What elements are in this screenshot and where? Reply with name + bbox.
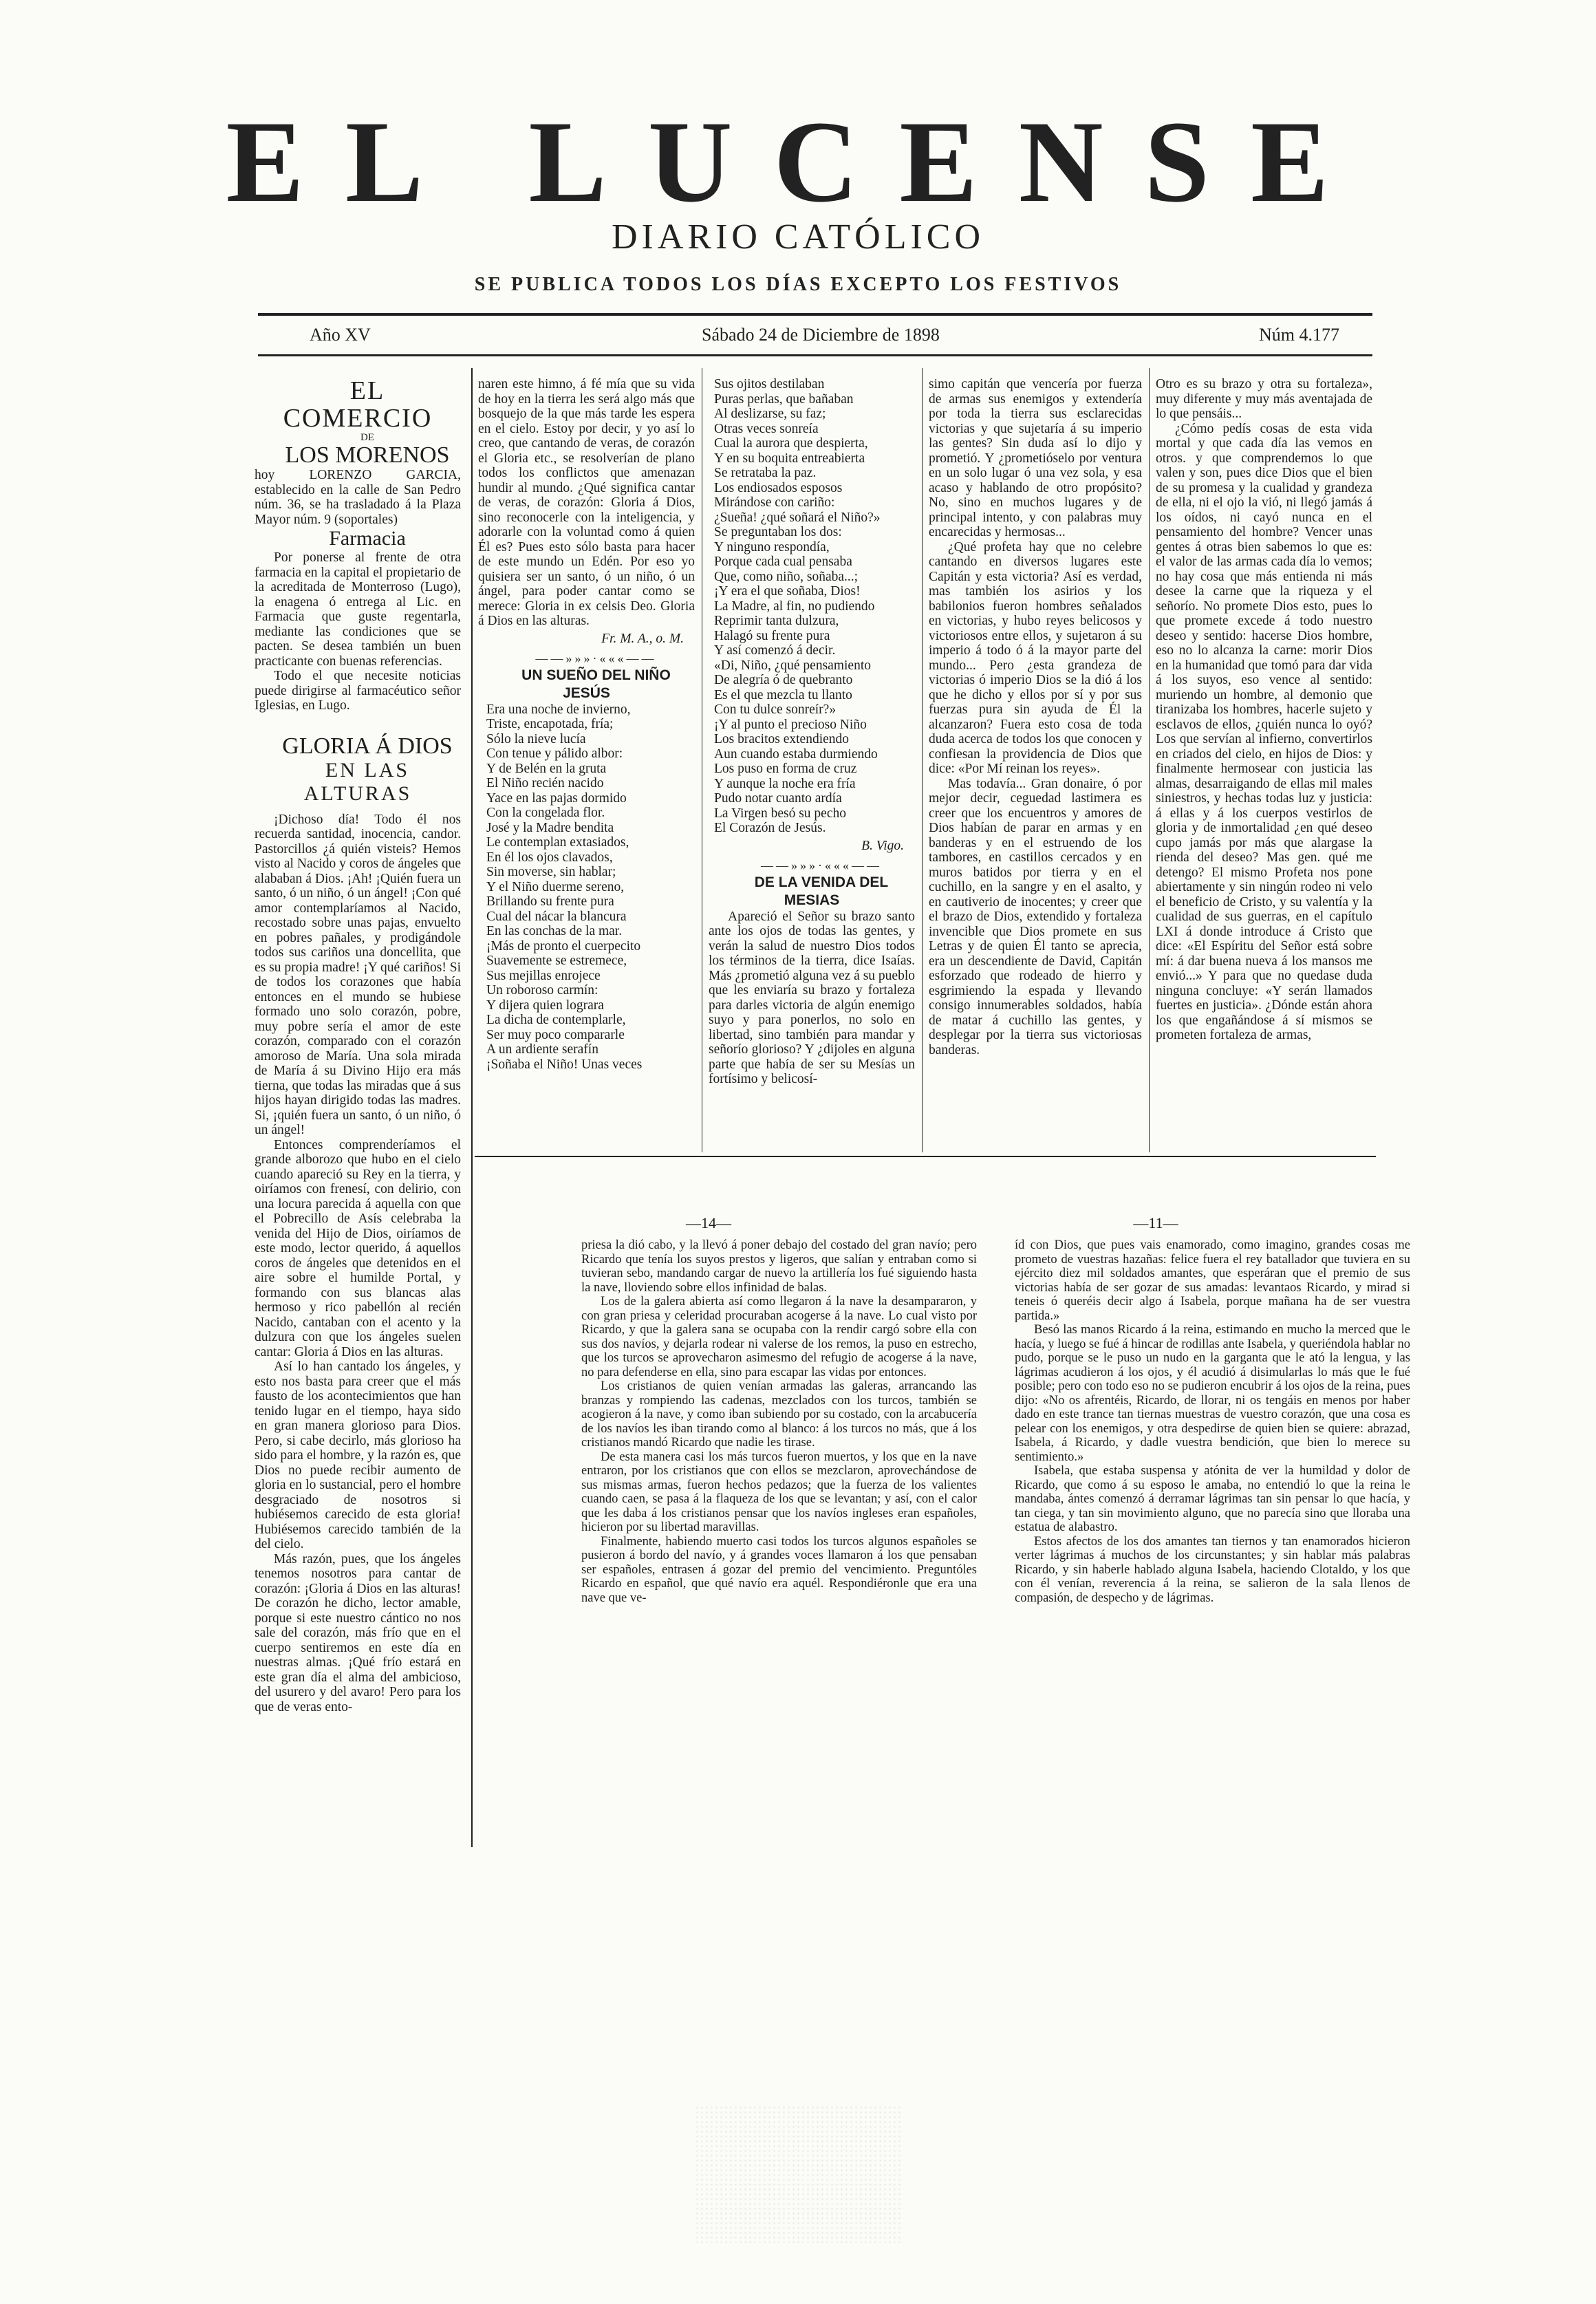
column-1 — [255, 377, 461, 1849]
poem-title: UN SUEÑO DEL NIÑO JESÚS — [521, 667, 671, 701]
article-paragraph: ¿Cómo pedís cosas de esta vida mortal y que cada día las vemos en otros. y que comprendemos lo que valen y son, pues dice Dios que el bien de su promesa y la cualidad y grandeza de ella, ni el ojo la vió, ni llegó jamás á los oídos, ni cayó nunca en el pensamiento del hombre? Vencer unas gentes á otras bien sabemos lo que es: el valor de las armas cada día lo vemos; no hay cosa que más entienda ni más desee la carne que la riqueza y el señorío. No promete Dios esto, pues lo que promete excede á todo nuestro deseo y sentido: hacerse Dios hombre, eso no lo alcanza la carne: morir Dios en la humanidad que tomó para dar vida á los suyos, eso vence al sentido: muriendo un hombre, al demonio que tiranizaba los hombres, hacerle sujeto y esclavos de ellos, ¿quién nunca lo oyó? Los que servían al infierno, convertirlos en criados del cielo, en hijos de Dios: y finalmente hermosear con justicia las almas, desarraigando de ellas mil males siniestros, y hechas todas luz y justicia: á ellas y á los cuerpos vestirlos de gloria y de inmortalidad ¿en qué deseo cupo jamás por más que alargase la rienda del deseo? Mas gen. qué me detengo? El mismo Profeta nos pone abiertamente y sin ningún rodeo ni velo el beneficio de Cristo, y su valentía y la cualidad de sus guerras, en el capítulo LXI á donde introduce á Cristo que dice: «El Espíritu del Señor está sobre mí: á dar buena nueva á los mansos me envió...» Y para que no quedase duda ninguna concluye: «Y serán llamados fuertes en justicia». ¿Dónde están ahora los que engañándose á sí mismos se prometen fortaleza de armas, — [1156, 421, 1372, 1042]
column-3 — [709, 377, 915, 1151]
issue-date: Sábado 24 de Diciembre de 1898 — [702, 325, 940, 345]
section-rule — [475, 1156, 1376, 1157]
gloria-subheading: EN LAS ALTURAS — [303, 758, 412, 805]
column-4 — [929, 377, 1142, 1151]
farmacia-heading: Farmacia — [329, 527, 406, 550]
page-number-14: —14— — [686, 1214, 731, 1231]
scan-artifact — [695, 2105, 901, 2243]
serial-page-14 — [581, 1238, 977, 1823]
signature: Fr. M. A., o. M. — [601, 631, 684, 646]
gloria-heading: GLORIA Á DIOS — [282, 733, 453, 759]
gloria-paragraph: Más razón, pues, que los ángeles tenemos nosotros para cantar de corazón: ¡Gloria á Dios en las alturas! De corazón he dicho, lector amable, porque si este nuestro cántico no nos sale del corazón, más frío que en el cuerpo sentiremos en este día en nuestras almas. ¡Qué frío estará en este gran día el alma del ambicioso, del usurero y del avaro! Pero para los que de veras ento- — [255, 1551, 461, 1714]
article-title: DE LA VENIDA DEL MESIAS — [754, 874, 889, 908]
masthead-tagline: SE PUBLICA TODOS LOS DÍAS EXCEPTO LOS FESTIVOS — [474, 274, 1122, 295]
article-paragraph: Apareció el Señor su brazo santo ante los ojos de todas las gentes, y verán la salud de nuestro Dios todos los términos de la tierra, dice Isaías. Más ¿prometió alguna vez á su pueblo que les enviaría su brazo y fortaleza para darles victoria de algún enemigo suyo y para ponerlos, no solo en libertad, sino también para mandar y señorío glorioso? Y ¿dijoles en alguna parte que había de ser su Mesías un fortísimo y belicosí- — [709, 909, 915, 1086]
serial-page-11 — [1015, 1238, 1410, 1823]
article-paragraph: Otro es su brazo y otra su fortaleza», muy diferente y muy más aventajada de lo que pensáis... — [1156, 377, 1372, 421]
serial-paragraph: Isabela, que estaba suspensa y atónita de ver la humildad y dolor de Ricardo, que como á su esposo le amaba, no entendió lo que la reina le mandaba, ántes comenzó á derramar lágrimas tan sin pensar lo que hacía, y tan ciega, y tan sin movimiento alguno, que no parecía sino que lloraba una estatua de alabastro. — [1015, 1464, 1410, 1534]
serial-paragraph: Estos afectos de los dos amantes tan tiernos y tan enamorados hicieron verter lágrimas á muchos de los circunstantes; y sin hablar más palabras Ricardo, y sin haberle hablado alguna Isabela, haciendo Clotaldo, y los que con él venían, reverencia á la reina, se salieron de la sala llenos de compasión, de despecho y de lágrimas. — [1015, 1534, 1410, 1605]
masthead-subtitle: DIARIO CATÓLICO — [611, 217, 985, 257]
column-5 — [1156, 377, 1372, 1151]
poem-text: Era una noche de invierno, Triste, encapotada, fría; Sólo la nieve lucía Con tenue y pálido albor: Y de Belén en la gruta El Niño recién nacido Yace en las pajas dormido Con la congelada flor. José y la Madre bendita Le contemplan extasiados, En él los ojos clavados, Sin moverse, sin hablar; Y el Niño duerme sereno, Brillando su frente pura Cual del nácar la blancura En las conchas de la mar. ¡Más de pronto el cuerpecito Suavemente se estremece, Sus mejillas enrojece Un roboroso carmín: Y dijera quien lograra La dicha de contemplarle, Ser muy poco compararle A un ardiente serafín ¡Soñaba el Niño! Unas veces — [486, 702, 643, 1072]
info-rule — [258, 354, 1372, 356]
gloria-paragraph: Así lo han cantado los ángeles, y esto nos basta para creer que el más fausto de los acontecimientos que han tenido lugar en el tiempo, haya sido en gran manera glorioso para Dios. Pero, si cabe decirlo, más glorioso ha sido para el hombre, y la razón es, que Dios no puede recibir aumento de gloria en lo sustancial, pero el hombre desgraciado de nosotros si hubiésemos carecido de esta gloria! Hubiésemos carecido también de la del cielo. — [255, 1359, 461, 1551]
ad-title-second: LOS MORENOS — [285, 442, 450, 468]
ad-text: hoy LORENZO GARCIA, establecido en la calle de San Pedro núm. 36, se ha trasladado á la Plaza Mayor núm. 9 (soportales) — [255, 468, 461, 527]
farmacia-paragraph: Por ponerse al frente de otra farmacia en la capital el propietario de la acreditada de Monterroso (Lugo), la enagena ó entrega al Lic. en Farmacia que guste regentarla, mediante las condiciones que se pacten. Se desea también un buen practicante con buenas referencias. — [255, 550, 461, 669]
article-paragraph: simo capitán que vencería por fuerza de armas sus enemigos y extendería por toda la tierra sus esclarecidas victorias y que sujetaría á su imperio las gentes? Sin duda así lo dijo y prometió. Y ¿prometióselo por ventura en un solo lugar ó una vez sola, y esa acaso y hablando de otro propósito? No, sino en muchos lugares y de principal intento, y con palabras muy encarecidas y hermosas... — [929, 377, 1142, 539]
page-number-11: —11— — [1133, 1214, 1178, 1231]
column-2 — [478, 377, 695, 1151]
serial-paragraph: priesa la dió cabo, y la llevó á poner debajo del costado del gran navío; pero Ricardo que tenía los suyos prestos y ligeros, que salían y entraban como si tuvieran sebo, mandando cargar de nuevo la artillería los fué siguiendo hasta la nave, lloviendo sobre ellos infinidad de balas. — [581, 1238, 977, 1295]
gloria-continuation: naren este himno, á fé mía que su vida de hoy en la tierra les será algo más que bosquejo de la que más tarde les espera en el cielo. Estoy por decir, y yo así lo creo, que cantando de veras, de corazón el Gloria etc., se resolverían de plano todos los conflictos que amenazan hundir al mundo. ¿Qué significa cantar de veras, de corazón: Gloria á Dios, sino reconocerle con la inteligencia, y adorarle con la voluntad como á quien Él es? Pues esto sólo basta para hacer de este mundo un Edén. Por eso yo quisiera ser un santo, ó un niño, ó un ángel, para poder cantar como se merece: Gloria in ex celsis Deo. Gloria á Dios en las alturas. — [478, 377, 695, 628]
serial-paragraph: Besó las manos Ricardo á la reina, estimando en mucho la merced que le hacía, y luego se fué á hincar de rodillas ante Isabela, y queriéndola hablar no pudo, porque se le puso un nudo en la garganta que le ató la lengua, y las lágrimas acudieron á los ojos, y él acudió á disimularlas lo más que le fué posible; pero con todo eso no se pudieron encubrir á los ojos de la reina, pues dijo: «No os afrentéis, Ricardo, de llorar, ni os tengáis en menos por haber dado en este trance tan tiernas muestras de vuestro corazón, que una cosa es pelear con los enemigos, y otra despedirse de quien bien se quiere: abrazad, Isabela, á Ricardo, y dadle vuestra bendición, que bien lo merece su sentimiento.» — [1015, 1323, 1410, 1464]
ad-title: EL COMERCIO — [283, 377, 433, 433]
serial-paragraph: Los de la galera abierta así como llegaron á la nave la desampararon, y con gran priesa y celeridad procuraban acogerse á la nave. Lo cual visto por Ricardo, y que la galera sana se ocupaba con la rendir cargó sobre ella con sus dos navíos, y dejarla rodear ni valerse de los remos, la puso en estrecho, que los turcos se aprovecharon asimesmo del refugio de acogerse á la nave, no para defenderse en ella, sino para escapar las vidas por entonces. — [581, 1295, 977, 1379]
ornament-divider: ——»»»·«««—— — [761, 859, 882, 872]
poem-text: Sus ojitos destilaban Puras perlas, que bañaban Al deslizarse, su faz; Otras veces sonreía Cual la aurora que despierta, Y en su boquita entreabierta Se retrataba la paz. Los endiosados esposos Mirándose con cariño: ¿Sueña! ¿qué soñará el Niño?» Se preguntaban los dos: Y ninguno respondía, Porque cada cual pensaba Que, como niño, soñaba...; ¡Y era el que soñaba, Dios! La Madre, al fin, no pudiendo Reprimir tanta dulzura, Halagó su frente pura Y así comenzó á decir. «Di, Niño, ¿qué pensamiento De alegría ó de quebranto Es el que mezcla tu llanto Con tu dulce sonreír?» ¡Y al punto el precioso Niño Los bracitos extendiendo Aun cuando estaba durmiendo Los puso en forma de cruz Y aunque la noche era fría Pudo notar cuanto ardía La Virgen besó su pecho El Corazón de Jesús. — [714, 377, 881, 835]
column-divider — [471, 368, 473, 1847]
ad-title-de: DE — [360, 432, 374, 443]
ornament-divider: ——»»»·«««—— — [535, 652, 657, 665]
column-divider — [922, 368, 923, 1152]
top-rule — [258, 313, 1372, 316]
column-divider — [1149, 368, 1150, 1152]
masthead-title: EL LUCENSE — [226, 97, 1370, 226]
issue-number: Núm 4.177 — [1259, 325, 1339, 345]
poem-signature: B. Vigo. — [861, 838, 904, 853]
gloria-paragraph: Entonces comprenderíamos el grande alborozo que hubo en el cielo cuando apareció su Rey en la tierra, y oiríamos con frenesí, con delirio, con una locura parecida á aquella con que el Pobrecillo de Asís celebraba la venida del Hijo de Dios, oiríamos de este modo, lector querido, á aquellos coros de ángeles que detenidos en el aire sobre el humilde Portal, y formando con sus blancas alas hermoso y rico pabellón al recién Nacido, cantaban con el acento y la dulzura con que los ángeles suelen cantar: Gloria á Dios en las alturas. — [255, 1137, 461, 1359]
article-paragraph: ¿Qué profeta hay que no celebre cantando en diversos lugares este Capitán y esta victoria? Así es verdad, mas también los asirios y los babilonios fueron hombres señalados en victorias, y hubo reyes belicosos y victoriosos entre ellos, y sujetaron á su imperio á todo ó á la mayor parte del mundo... Pero ¿esta grandeza de victorias ó imperio Dios se la dió á los que he dicho y ellos por sí y por sus fuerzas pura sin ayuda de Él la alcanzaron? Fuera esto cosa de toda duda acerca de todos los que conocen y confiesan la providencia de Dios que dice: «Por Mí reinan los reyes». — [929, 539, 1142, 776]
serial-paragraph: De esta manera casi los más turcos fueron muertos, y los que en la nave entraron, por los cristianos que con ellos se mezclaron, aprovechándose de sus mismas armas, fueron hechos pedazos; que la fuerza de los valientes cuando caen, se pasa á la flaqueza de los que se levantan; y así, con el calor que les daba á los cristianos pensar que los navíos ingleses eran españoles, hicieron por su libertad maravillas. — [581, 1450, 977, 1534]
serial-paragraph: íd con Dios, que pues vais enamorado, como imagino, grandes cosas me prometo de vuestras hazañas: felice fuera el rey batallador que tuviera en su ejército diez mil soldados amantes, que esperáran que el premio de sus victorias había de ser gozar de sus amadas: levantaos Ricardo, y mirad si teneis ó queréis decir algo á Isabela, porque mañana ha de ser vuestra partida.» — [1015, 1238, 1410, 1323]
serial-paragraph: Finalmente, habiendo muerto casi todos los turcos algunos españoles se pusieron á bordo del navío, y á grandes voces llamaron á los que pensaban ser españoles, entrasen á gozar del premio del vencimiento. Preguntóles Ricardo en español, que qué navío era aquél. Respondiéronle que era una nave que ve- — [581, 1534, 977, 1605]
farmacia-paragraph: Todo el que necesite noticias puede dirigirse al farmacéutico señor Iglesias, en Lugo. — [255, 669, 461, 713]
gloria-paragraph: ¡Dichoso día! Todo él nos recuerda santidad, inocencia, candor. Pastorcillos ¿á quién visteis? Hemos visto al Nacido y coros de ángeles que alababan á Dios. ¡Ah! ¡Quién fuera un santo, ó un niño, ó un ángel! ¡Con qué amor contemplaríamos al Nacido, recostado sobre unas pajas, envuelto en pobres pañales, y prodigándole todos sus cariños una doncellita, que es su propia madre! ¡Y qué cariños! Si de todos los corazones que había entonces en el mundo se hubiese formado uno solo corazón, pobre, muy pobre sería el amor de este corazón, comparado con el corazón amoroso de María. Una sola mirada de María á su Divino Hijo era más tierna, que todas las miradas que á sus hijos hayan dirigido todas las madres. Si, ¡quién fuera un santo, ó un niño, ó un ángel! — [255, 812, 461, 1137]
serial-paragraph: Los cristianos de quien venían armadas las galeras, arrancando las branzas y rompiendo las cadenas, mezclados con los turcos, también se acogieron á la nave, y como iban subiendo por su costado, con la arcabucería de los navíos les iban tirando como al blanco: á los turcos no más, que á los cristianos mandó Ricardo que nadie les tirase. — [581, 1379, 977, 1450]
article-paragraph: Mas todavía... Gran donaire, ó por mejor decir, ceguedad lastimera es creer que los encuentros y amores de Dios habían de parar en armas y en banderas y en el estruendo de los tambores, en castillos cercados y en muros batidos por tierra y en el cuchillo, en la sangre y en el asalto, y en cautiverio de inocentes; y creer que el brazo de Dios, extendido y fortaleza invencible que Dios promete en sus Letras y de quien Él tanto se aprecia, era un descendiente de David, Capitán esforzado que rodeado de hierro y esgrimiendo la espada y llevando consigo innumerables soldados, había de matar á cuchillo las gentes, y desplegar por la tierra sus victoriosas banderas. — [929, 776, 1142, 1057]
issue-year: Año XV — [310, 325, 371, 345]
